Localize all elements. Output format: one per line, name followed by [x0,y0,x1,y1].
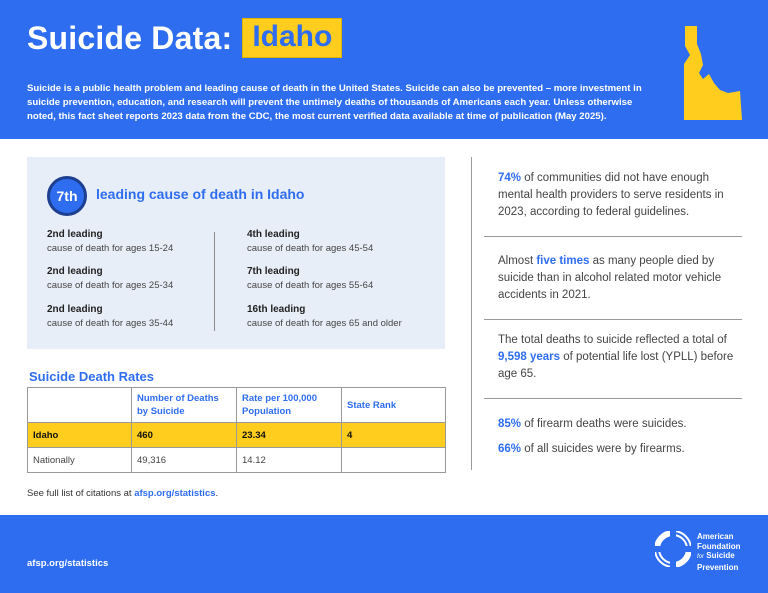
logo-line: Foundation [697,541,741,551]
column-divider [214,232,215,331]
fact-text: The total deaths to suicide reflected a total of [498,334,727,346]
logo-line [697,551,741,563]
title-text: Suicide Data: [27,19,233,56]
stat-heading: 4th leading [247,229,300,240]
citations-link[interactable]: afsp.org/statistics [134,488,216,499]
logo-for: for [697,554,705,560]
fact-mental-health-providers [498,170,743,221]
page-title [27,18,342,58]
leading-cause-title: leading cause of death in Idaho [96,186,305,202]
stat-description: cause of death for ages 35-44 [47,318,174,329]
table-cell: Idaho [28,423,132,448]
idaho-state-icon [682,24,744,122]
column-header: Rate per 100,000 Population [237,388,342,423]
leading-cause-panel [27,157,445,349]
header-banner [0,0,768,139]
citations-prefix: See full list of citations at [27,488,135,499]
fact-text: of all suicides were by firearms. [521,443,685,455]
intro-paragraph: Suicide is a public health problem and leading cause of death in the United States. Suicide can also be prevented – more investment in suicide prevention, education, and research will prevent the untimely deaths of thousands of Americans each year. Unless otherwise noted, this fact sheet reports 2023 data from the CDC, the most current verified data available at time of publication (May 2025). [27,83,642,122]
age-stat-35-44 [47,304,173,329]
age-stat-15-24 [47,229,173,254]
column-header [28,388,132,423]
stat-heading: 2nd leading [47,304,103,315]
citations-note [27,488,218,499]
footer-banner [0,515,768,593]
fact-firearm-deaths [498,416,743,433]
age-stat-65-plus [247,304,402,329]
stat-heading: 2nd leading [47,266,103,277]
state-name-badge: Idaho [242,18,342,58]
fact-text: Almost [498,255,537,267]
afsp-logo-wordmark [697,532,741,572]
fact-highlight: five times [536,255,590,267]
logo-line: American [697,532,734,541]
fact-divider [484,398,742,399]
fact-text: of communities did not have enough mental health providers to serve residents in 2023, according to federal guidelines. [498,172,724,218]
stat-description: cause of death for ages 65 and older [247,318,402,329]
logo-line: Prevention [697,562,739,572]
table-cell: 460 [132,423,237,448]
rank-badge: 7th [47,176,87,216]
fact-text: of firearm deaths were suicides. [521,418,687,430]
table-row [28,423,446,448]
fact-text: as many people died by suicide than in alcohol related motor vehicle accidents in 2021. [498,255,722,301]
logo-word: Suicide [706,551,735,560]
afsp-logo-icon [655,531,691,567]
age-stat-25-34 [47,266,173,291]
stat-description: cause of death for ages 55-64 [247,280,374,291]
stat-heading: 2nd leading [47,229,103,240]
fact-text: of potential life lost (YPLL) before age 65. [498,351,734,380]
column-header: Number of Deaths by Suicide [132,388,237,423]
table-row [28,448,446,473]
fact-divider [484,236,742,237]
age-stat-45-54 [247,229,373,254]
fact-ypll [498,332,743,383]
table-header-row [28,388,446,423]
fact-highlight: 66% [498,443,522,455]
fact-alcohol-comparison [498,253,743,304]
table-cell [342,448,446,473]
stat-description: cause of death for ages 45-54 [247,243,374,254]
table-cell: Nationally [28,448,132,473]
table-cell: 4 [342,423,446,448]
stat-heading: 7th leading [247,266,300,277]
table-cell: 49,316 [132,448,237,473]
fact-divider [484,319,742,320]
stat-heading: 16th leading [247,304,306,315]
fact-highlight: 9,598 years [498,351,561,363]
table-cell: 23.34 [237,423,342,448]
citations-suffix: . [215,488,219,499]
death-rates-table [27,387,446,473]
stat-description: cause of death for ages 15-24 [47,243,174,254]
footer-url-link[interactable]: afsp.org/statistics [27,558,109,569]
column-header: State Rank [342,388,446,423]
fact-highlight: 74% [498,172,522,184]
death-rates-title: Suicide Death Rates [29,369,154,384]
vertical-divider [471,157,472,470]
fact-suicides-by-firearm [498,441,743,458]
table-cell: 14.12 [237,448,342,473]
age-stat-55-64 [247,266,373,291]
stat-description: cause of death for ages 25-34 [47,280,174,291]
fact-highlight: 85% [498,418,522,430]
